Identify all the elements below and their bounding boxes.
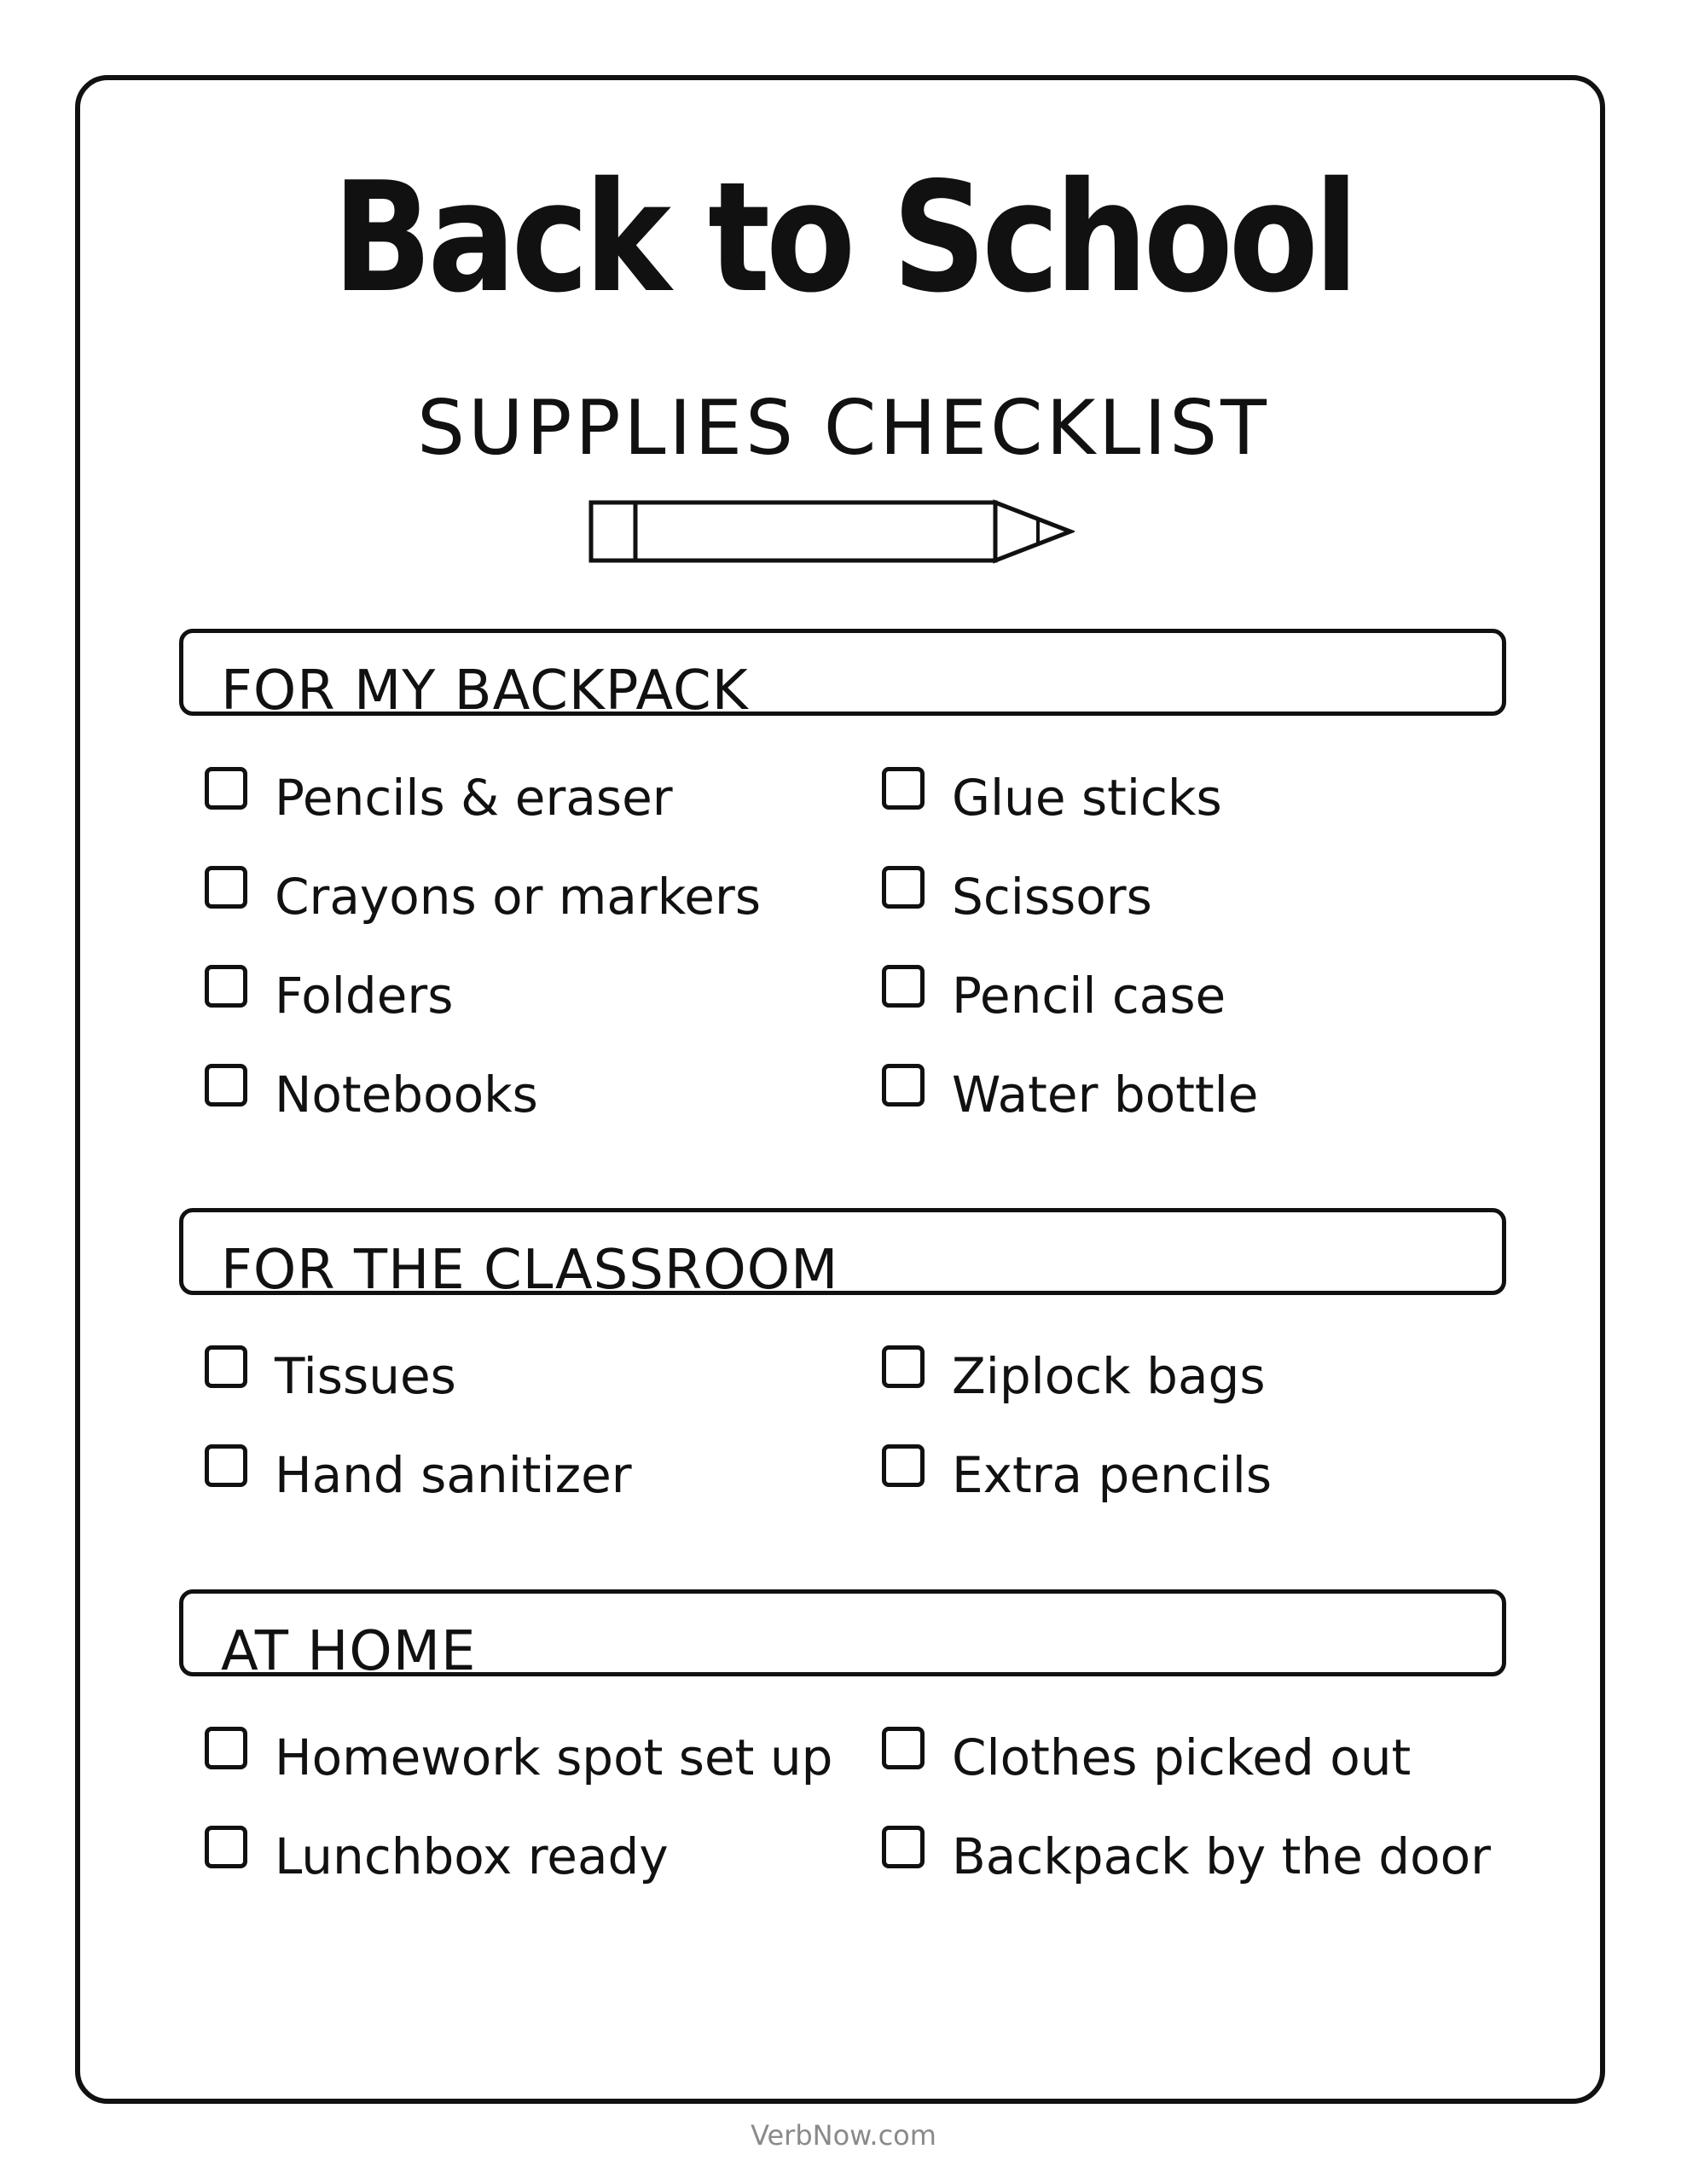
checkbox[interactable] bbox=[882, 1826, 925, 1868]
checklist-item[interactable] bbox=[882, 1728, 1411, 1787]
item-label: Backpack by the door bbox=[952, 1827, 1491, 1885]
checkbox[interactable] bbox=[205, 1826, 247, 1868]
checklist-item[interactable] bbox=[205, 768, 673, 828]
checkbox[interactable] bbox=[205, 866, 247, 909]
checklist-item[interactable] bbox=[205, 1728, 832, 1787]
checklist-item[interactable] bbox=[205, 1346, 456, 1406]
section-header-classroom bbox=[179, 1208, 1506, 1302]
checkbox[interactable] bbox=[205, 1345, 247, 1388]
item-label: Pencils & eraser bbox=[275, 769, 673, 827]
checkbox[interactable] bbox=[205, 1444, 247, 1487]
checklist-item[interactable] bbox=[882, 1445, 1272, 1505]
checklist-item[interactable] bbox=[205, 1445, 632, 1505]
checkbox[interactable] bbox=[882, 965, 925, 1008]
item-label: Water bottle bbox=[952, 1066, 1259, 1124]
checkbox[interactable] bbox=[882, 1064, 925, 1107]
section-header-home bbox=[179, 1589, 1506, 1683]
checkbox[interactable] bbox=[205, 965, 247, 1008]
checklist-item[interactable] bbox=[882, 768, 1222, 828]
checkbox[interactable] bbox=[882, 767, 925, 810]
checklist-item[interactable] bbox=[882, 1346, 1266, 1406]
checklist-item[interactable] bbox=[205, 1827, 669, 1886]
section-title: FOR THE CLASSROOM bbox=[221, 1239, 839, 1302]
page-title: Back to School bbox=[332, 149, 1355, 326]
item-label: Extra pencils bbox=[952, 1446, 1272, 1504]
item-label: Homework spot set up bbox=[275, 1728, 833, 1786]
checklist-item[interactable] bbox=[882, 867, 1152, 926]
section-header-backpack bbox=[179, 629, 1506, 723]
checklist-item[interactable] bbox=[882, 1065, 1258, 1124]
item-label: Ziplock bags bbox=[952, 1347, 1266, 1405]
checklist-item[interactable] bbox=[205, 966, 453, 1025]
item-label: Glue sticks bbox=[952, 769, 1222, 827]
section-title: FOR MY BACKPACK bbox=[221, 659, 749, 723]
checklist-item[interactable] bbox=[882, 966, 1226, 1025]
item-label: Folders bbox=[275, 967, 454, 1025]
item-label: Lunchbox ready bbox=[275, 1827, 669, 1885]
item-label: Scissors bbox=[952, 868, 1152, 926]
checklist-item[interactable] bbox=[205, 1065, 538, 1124]
pencil-icon bbox=[588, 499, 1075, 567]
item-label: Tissues bbox=[275, 1347, 456, 1405]
checklist-item[interactable] bbox=[882, 1827, 1491, 1886]
item-label: Clothes picked out bbox=[952, 1728, 1412, 1786]
page-subtitle: SUPPLIES CHECKLIST bbox=[417, 384, 1270, 472]
item-label: Crayons or markers bbox=[275, 868, 762, 926]
item-label: Hand sanitizer bbox=[275, 1446, 632, 1504]
checkbox[interactable] bbox=[882, 1345, 925, 1388]
item-label: Pencil case bbox=[952, 967, 1226, 1025]
section-title: AT HOME bbox=[221, 1620, 477, 1683]
checkbox[interactable] bbox=[882, 866, 925, 909]
checkbox[interactable] bbox=[882, 1444, 925, 1487]
checkbox[interactable] bbox=[205, 767, 247, 810]
checkbox[interactable] bbox=[205, 1064, 247, 1107]
footer-credit: VerbNow.com bbox=[751, 2119, 936, 2152]
checkbox[interactable] bbox=[205, 1727, 247, 1769]
checkbox[interactable] bbox=[882, 1727, 925, 1769]
checklist-item[interactable] bbox=[205, 867, 761, 926]
item-label: Notebooks bbox=[275, 1066, 538, 1124]
